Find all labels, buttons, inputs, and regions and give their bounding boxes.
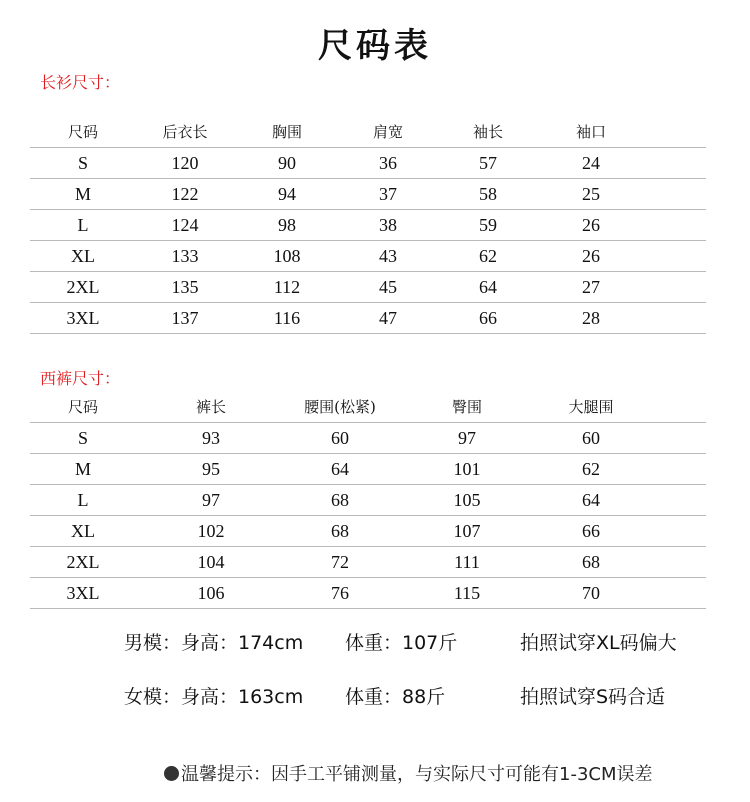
size-cell: XL xyxy=(71,521,95,541)
value-cell: 64 xyxy=(331,459,349,479)
value-cell: 122 xyxy=(171,184,199,204)
value-cell: 38 xyxy=(379,215,397,235)
header-cell: 腰围(松紧) xyxy=(304,398,376,416)
male-model-height: 男模：身高：174cm xyxy=(124,632,304,654)
bullet-icon xyxy=(164,766,179,781)
value-cell: 94 xyxy=(278,184,296,204)
table-row xyxy=(30,210,706,241)
header-cell: 臀围 xyxy=(451,398,483,416)
value-cell: 66 xyxy=(582,521,600,541)
value-cell: 98 xyxy=(278,215,296,235)
value-cell: 37 xyxy=(379,184,397,204)
size-cell: L xyxy=(77,490,89,510)
header-cell: 袖口 xyxy=(575,123,607,141)
size-cell: 3XL xyxy=(66,583,100,603)
header-cell: 尺码 xyxy=(67,123,99,141)
value-cell: 111 xyxy=(454,552,480,572)
value-cell: 124 xyxy=(171,215,199,235)
header-cell: 袖长 xyxy=(472,123,504,141)
header-cell: 大腿围 xyxy=(568,398,614,416)
value-cell: 45 xyxy=(379,277,397,297)
size-cell: S xyxy=(77,153,89,173)
value-cell: 104 xyxy=(197,552,225,572)
value-cell: 97 xyxy=(202,490,220,510)
value-cell: 135 xyxy=(171,277,199,297)
table-row xyxy=(30,454,706,485)
table-row xyxy=(30,547,706,578)
size-cell: 2XL xyxy=(66,552,100,572)
table-row xyxy=(30,303,706,334)
value-cell: 68 xyxy=(582,552,600,572)
value-cell: 133 xyxy=(171,246,199,266)
female-model-height: 女模：身高：163cm xyxy=(124,686,304,708)
size-cell: 2XL xyxy=(66,277,100,297)
value-cell: 105 xyxy=(453,490,481,510)
value-cell: 95 xyxy=(202,459,220,479)
value-cell: 90 xyxy=(278,153,296,173)
measurement-note xyxy=(164,760,653,786)
male-model-fit: 拍照试穿XL码偏大 xyxy=(520,632,677,654)
value-cell: 93 xyxy=(202,428,220,448)
value-cell: 26 xyxy=(582,215,600,235)
shirt-table-header xyxy=(30,117,706,148)
shirt-section-label: 长衫尺寸： xyxy=(40,73,121,92)
value-cell: 64 xyxy=(479,277,497,297)
value-cell: 58 xyxy=(479,184,497,204)
value-cell: 62 xyxy=(582,459,600,479)
size-cell: XL xyxy=(71,246,95,266)
table-row xyxy=(30,423,706,454)
note-text: 温馨提示：因手工平铺测量，与实际尺寸可能有1-3CM误差 xyxy=(181,764,653,785)
size-cell: M xyxy=(74,184,92,204)
value-cell: 116 xyxy=(273,308,301,328)
value-cell: 72 xyxy=(331,552,349,572)
table-row xyxy=(30,272,706,303)
value-cell: 43 xyxy=(379,246,397,266)
value-cell: 115 xyxy=(453,583,481,603)
value-cell: 47 xyxy=(379,308,397,328)
value-cell: 25 xyxy=(582,184,600,204)
value-cell: 76 xyxy=(331,583,349,603)
size-cell: 3XL xyxy=(66,308,100,328)
value-cell: 62 xyxy=(479,246,497,266)
table-row xyxy=(30,485,706,516)
value-cell: 106 xyxy=(197,583,225,603)
value-cell: 64 xyxy=(582,490,600,510)
pants-table-header xyxy=(30,392,706,423)
table-row xyxy=(30,148,706,179)
value-cell: 137 xyxy=(171,308,199,328)
size-cell: S xyxy=(77,428,89,448)
value-cell: 68 xyxy=(331,490,349,510)
value-cell: 112 xyxy=(273,277,301,297)
value-cell: 120 xyxy=(171,153,199,173)
value-cell: 36 xyxy=(379,153,397,173)
pants-size-table xyxy=(30,392,706,609)
shirt-size-table xyxy=(30,117,706,334)
value-cell: 24 xyxy=(582,153,600,173)
pants-section-label: 西裤尺寸： xyxy=(40,369,121,388)
size-cell: M xyxy=(74,459,92,479)
value-cell: 102 xyxy=(197,521,225,541)
male-model-weight: 体重：107斤 xyxy=(345,632,458,654)
value-cell: 108 xyxy=(273,246,301,266)
value-cell: 59 xyxy=(479,215,497,235)
value-cell: 66 xyxy=(479,308,497,328)
value-cell: 57 xyxy=(479,153,497,173)
value-cell: 26 xyxy=(582,246,600,266)
header-cell: 胸围 xyxy=(271,123,303,141)
value-cell: 101 xyxy=(453,459,481,479)
value-cell: 107 xyxy=(453,521,481,541)
value-cell: 60 xyxy=(582,428,600,448)
female-model-weight: 体重：88斤 xyxy=(345,686,446,708)
page-title: 尺码表 xyxy=(318,26,432,66)
table-row xyxy=(30,516,706,547)
female-model-fit: 拍照试穿S码合适 xyxy=(520,686,666,708)
value-cell: 70 xyxy=(582,583,600,603)
table-row xyxy=(30,241,706,272)
table-row xyxy=(30,578,706,609)
header-cell: 裤长 xyxy=(195,398,227,416)
size-cell: L xyxy=(77,215,89,235)
value-cell: 60 xyxy=(331,428,349,448)
table-row xyxy=(30,179,706,210)
header-cell: 肩宽 xyxy=(372,123,404,141)
value-cell: 68 xyxy=(331,521,349,541)
value-cell: 97 xyxy=(458,428,476,448)
header-cell: 尺码 xyxy=(67,398,99,416)
value-cell: 27 xyxy=(582,277,600,297)
header-cell: 后衣长 xyxy=(162,123,208,141)
value-cell: 28 xyxy=(582,308,600,328)
